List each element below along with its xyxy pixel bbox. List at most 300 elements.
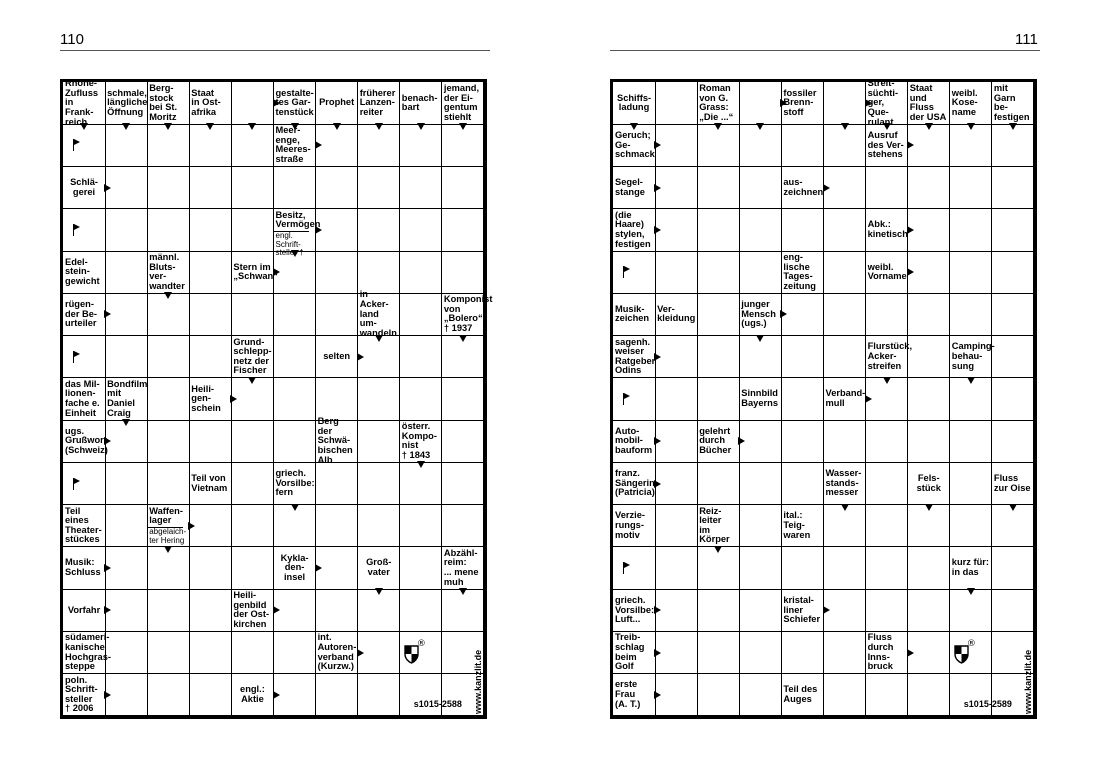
clue-cell: [63, 505, 105, 547]
answer-cell[interactable]: [400, 505, 443, 548]
clue-text: Staat in Ost- afrika: [191, 87, 221, 117]
answer-cell[interactable]: [697, 209, 740, 252]
answer-cell[interactable]: [992, 167, 1035, 210]
answer-cell[interactable]: [950, 462, 993, 505]
answer-cell[interactable]: [105, 336, 148, 379]
down-arrow-icon: [375, 588, 383, 595]
clue-text: Fels- stück: [916, 472, 941, 493]
answer-cell[interactable]: [105, 167, 148, 210]
down-arrow-icon: [375, 335, 383, 342]
answer-cell[interactable]: [866, 167, 909, 210]
clue-cell: [781, 251, 823, 293]
answer-cell[interactable]: [824, 547, 867, 590]
answer-cell[interactable]: [231, 420, 274, 463]
clue-text: Kykla- den- insel: [280, 552, 309, 582]
answer-cell[interactable]: [950, 293, 993, 336]
answer-cell[interactable]: [866, 378, 909, 421]
answer-cell[interactable]: [866, 462, 909, 505]
answer-cell[interactable]: [697, 462, 740, 505]
clue-text: Fluss durch Inns- bruck: [867, 632, 894, 672]
answer-cell[interactable]: [231, 462, 274, 505]
answer-cell[interactable]: [105, 209, 148, 252]
answer-cell[interactable]: [697, 547, 740, 590]
clue-cell: [697, 505, 739, 547]
answer-cell[interactable]: [697, 251, 740, 294]
answer-cell[interactable]: [442, 124, 485, 167]
clue-cell: [442, 293, 493, 335]
answer-cell[interactable]: [316, 251, 359, 294]
answer-cell[interactable]: [739, 674, 782, 717]
answer-cell[interactable]: [274, 589, 317, 632]
right-arrow-icon: [907, 226, 914, 234]
answer-cell[interactable]: [147, 293, 190, 336]
clue-text: ital.: Teig- waren: [783, 510, 811, 540]
answer-cell[interactable]: [274, 674, 317, 717]
clue-cell: [316, 631, 358, 673]
answer-cell[interactable]: [316, 378, 359, 421]
answer-cell[interactable]: [189, 209, 232, 252]
answer-cell[interactable]: [147, 462, 190, 505]
down-arrow-icon: [883, 123, 891, 130]
answer-cell[interactable]: [358, 420, 401, 463]
answer-cell[interactable]: [697, 336, 740, 379]
answer-cell[interactable]: [908, 674, 951, 717]
answer-cell[interactable]: [950, 251, 993, 294]
answer-cell[interactable]: [781, 631, 824, 674]
down-arrow-icon: [291, 250, 299, 257]
answer-cell[interactable]: [655, 124, 698, 167]
answer-cell[interactable]: [992, 378, 1035, 421]
clue-cell: [781, 167, 823, 209]
clue-cell: [231, 674, 273, 716]
answer-cell[interactable]: [316, 589, 359, 632]
answer-cell[interactable]: [908, 167, 951, 210]
clue-text: Sinnbild Bayerns: [741, 388, 778, 408]
answer-cell[interactable]: [824, 167, 867, 210]
answer-cell[interactable]: [274, 420, 317, 463]
answer-cell[interactable]: [189, 124, 232, 167]
answer-cell[interactable]: [442, 209, 485, 252]
answer-cell[interactable]: [358, 336, 401, 379]
answer-cell[interactable]: [950, 505, 993, 548]
clue-text: griech. Vorsilbe: fern: [275, 468, 315, 498]
clue-text: Teil eines Theater- stückes: [65, 505, 102, 545]
answer-cell[interactable]: [781, 547, 824, 590]
clue-cell: [63, 589, 105, 631]
clue-cell: [63, 78, 105, 127]
down-arrow-icon: [164, 546, 172, 553]
answer-cell[interactable]: [697, 378, 740, 421]
right-arrow-icon: [654, 606, 661, 614]
answer-cell[interactable]: [231, 209, 274, 252]
answer-cell[interactable]: [442, 505, 485, 548]
answer-cell[interactable]: [697, 589, 740, 632]
answer-cell[interactable]: [655, 589, 698, 632]
answer-cell[interactable]: [824, 209, 867, 252]
answer-cell[interactable]: [189, 167, 232, 210]
answer-cell[interactable]: [316, 209, 359, 252]
answer-cell[interactable]: [781, 209, 824, 252]
answer-cell[interactable]: [739, 336, 782, 379]
clue-cell: [63, 674, 105, 716]
clue-text: Flurstück, Acker- streifen: [867, 341, 913, 371]
clue-text: Teil von Vietnam: [191, 472, 228, 493]
answer-cell[interactable]: [400, 167, 443, 210]
answer-cell[interactable]: [442, 462, 485, 505]
answer-cell[interactable]: [824, 631, 867, 674]
answer-cell[interactable]: [316, 167, 359, 210]
answer-cell[interactable]: [358, 462, 401, 505]
answer-cell[interactable]: [358, 505, 401, 548]
answer-cell[interactable]: [697, 293, 740, 336]
answer-cell[interactable]: [358, 378, 401, 421]
answer-cell[interactable]: [655, 631, 698, 674]
clue-cell: [231, 82, 273, 124]
answer-cell[interactable]: [950, 420, 993, 463]
right-arrow-icon: [907, 141, 914, 149]
answer-cell[interactable]: [274, 293, 317, 336]
answer-cell[interactable]: [866, 505, 909, 548]
clue-text: österr. Kompo- nist † 1843: [401, 421, 437, 460]
answer-cell[interactable]: [824, 293, 867, 336]
answer-cell[interactable]: [992, 209, 1035, 252]
answer-cell[interactable]: [739, 589, 782, 632]
answer-cell[interactable]: [442, 336, 485, 379]
answer-cell[interactable]: [992, 336, 1035, 379]
answer-cell[interactable]: [400, 462, 443, 505]
down-arrow-icon: [756, 123, 764, 130]
clue-cell: [613, 420, 655, 462]
answer-cell[interactable]: [992, 251, 1035, 294]
answer-cell[interactable]: [316, 547, 359, 590]
answer-cell[interactable]: [400, 336, 443, 379]
answer-cell[interactable]: [655, 462, 698, 505]
answer-cell[interactable]: [274, 167, 317, 210]
answer-cell[interactable]: [655, 505, 698, 548]
right-arrow-icon: [738, 437, 745, 445]
answer-cell[interactable]: [739, 420, 782, 463]
answer-cell[interactable]: [908, 251, 951, 294]
clue-text: Waffen- lager: [149, 505, 183, 526]
answer-cell[interactable]: [316, 505, 359, 548]
answer-cell[interactable]: [655, 674, 698, 717]
clue-cell: [189, 82, 231, 124]
answer-cell[interactable]: [950, 167, 993, 210]
clue-cell: [824, 82, 866, 124]
answer-cell[interactable]: [400, 209, 443, 252]
answer-cell[interactable]: [105, 589, 148, 632]
answer-cell[interactable]: [950, 378, 993, 421]
answer-cell[interactable]: [147, 167, 190, 210]
answer-cell[interactable]: [316, 124, 359, 167]
corner-arrow-icon: [73, 351, 81, 363]
answer-cell[interactable]: [358, 674, 401, 717]
answer-cell[interactable]: [358, 167, 401, 210]
clue-text: das Mil- lionen- fache e. Einheit: [65, 378, 100, 418]
answer-cell[interactable]: [992, 547, 1035, 590]
clue-text: Abzähl- reim: ... mene muh: [443, 547, 479, 587]
answer-cell[interactable]: [655, 82, 698, 125]
clue-cell: [358, 289, 400, 338]
answer-cell[interactable]: [950, 674, 993, 717]
clue-cell: [63, 462, 105, 504]
answer-cell[interactable]: [824, 124, 867, 167]
answer-cell[interactable]: [400, 251, 443, 294]
answer-cell[interactable]: [231, 547, 274, 590]
answer-cell[interactable]: [400, 124, 443, 167]
answer-cell[interactable]: [908, 505, 951, 548]
answer-cell[interactable]: [189, 589, 232, 632]
clue-cell: [950, 547, 992, 589]
clue-text: männl. Bluts- ver- wandter: [149, 252, 185, 291]
clue-text: benach- bart: [401, 92, 438, 113]
answer-cell[interactable]: [781, 293, 824, 336]
answer-cell[interactable]: [655, 209, 698, 252]
right-arrow-icon: [654, 226, 661, 234]
clue-text: jemand, der Ei- gentum stiehlt: [443, 82, 480, 122]
clue-cell: [739, 293, 781, 335]
right-arrow-icon: [654, 649, 661, 657]
corner-arrow-icon: [73, 478, 81, 490]
answer-cell[interactable]: [189, 420, 232, 463]
answer-cell[interactable]: [908, 378, 951, 421]
answer-cell[interactable]: [992, 505, 1035, 548]
answer-cell[interactable]: [358, 251, 401, 294]
answer-cell[interactable]: [400, 547, 443, 590]
answer-cell[interactable]: [231, 167, 274, 210]
answer-cell[interactable]: [147, 631, 190, 674]
answer-cell[interactable]: [781, 124, 824, 167]
answer-cell[interactable]: [655, 336, 698, 379]
answer-cell[interactable]: [442, 167, 485, 210]
answer-cell[interactable]: [781, 420, 824, 463]
answer-cell[interactable]: [908, 124, 951, 167]
answer-cell[interactable]: [908, 547, 951, 590]
answer-cell[interactable]: [824, 251, 867, 294]
answer-cell[interactable]: [442, 378, 485, 421]
clue-text: Teil des Auges: [783, 684, 818, 704]
answer-cell[interactable]: [274, 378, 317, 421]
answer-cell[interactable]: [358, 631, 401, 674]
answer-cell[interactable]: [908, 209, 951, 252]
clue-cell: [697, 82, 739, 124]
clue-cell: [316, 82, 358, 124]
answer-cell[interactable]: [105, 631, 148, 674]
clue-cell: [231, 336, 273, 378]
right-arrow-icon: [907, 268, 914, 276]
right-arrow-icon: [823, 184, 830, 192]
answer-cell[interactable]: [358, 124, 401, 167]
answer-cell[interactable]: [950, 124, 993, 167]
clue-text: junger Mensch (ugs.): [741, 299, 776, 329]
answer-cell[interactable]: [400, 674, 443, 717]
clue-text: Vorfahr: [67, 604, 101, 615]
answer-cell[interactable]: [231, 378, 274, 421]
right-arrow-icon: [273, 268, 280, 276]
puzzle-code: s1015-2588: [413, 698, 462, 709]
answer-cell[interactable]: [147, 336, 190, 379]
answer-cell[interactable]: [781, 462, 824, 505]
answer-cell[interactable]: [739, 462, 782, 505]
answer-cell[interactable]: [442, 420, 485, 463]
answer-cell[interactable]: [655, 378, 698, 421]
clue-cell: [950, 82, 992, 124]
answer-cell[interactable]: [866, 293, 909, 336]
clue-cell: [950, 336, 995, 378]
answer-cell[interactable]: [824, 336, 867, 379]
answer-cell[interactable]: [231, 631, 274, 674]
answer-cell[interactable]: [992, 293, 1035, 336]
down-arrow-icon: [925, 504, 933, 511]
clue-cell: [613, 124, 655, 166]
clue-text: franz. Sängerin (Patricia): [615, 468, 655, 498]
answer-cell[interactable]: [105, 124, 148, 167]
answer-cell[interactable]: [274, 631, 317, 674]
answer-cell[interactable]: [358, 209, 401, 252]
answer-cell[interactable]: [739, 167, 782, 210]
answer-cell[interactable]: [908, 336, 951, 379]
answer-cell[interactable]: [739, 631, 782, 674]
clue-separator: [147, 527, 183, 528]
answer-cell[interactable]: [147, 547, 190, 590]
answer-cell[interactable]: [950, 209, 993, 252]
clue-cell: [866, 631, 908, 673]
clue-text: Edel- stein- gewicht: [65, 256, 100, 286]
clue-cell: [613, 589, 655, 631]
answer-cell[interactable]: [400, 378, 443, 421]
answer-cell[interactable]: [274, 505, 317, 548]
answer-cell[interactable]: [866, 674, 909, 717]
answer-cell[interactable]: [824, 505, 867, 548]
answer-cell[interactable]: [400, 589, 443, 632]
clue-text: Groß- vater: [366, 557, 392, 578]
answer-cell[interactable]: [655, 167, 698, 210]
answer-cell[interactable]: [739, 547, 782, 590]
answer-cell[interactable]: [231, 124, 274, 167]
down-arrow-icon: [375, 123, 383, 130]
answer-cell[interactable]: [908, 631, 951, 674]
answer-cell[interactable]: [824, 420, 867, 463]
answer-cell[interactable]: [824, 589, 867, 632]
answer-cell[interactable]: [655, 547, 698, 590]
clue-text: Schiffs- ladung: [617, 92, 652, 113]
answer-cell[interactable]: [908, 589, 951, 632]
answer-cell[interactable]: [697, 631, 740, 674]
clue-cell: [739, 378, 781, 420]
clue-cell: [697, 420, 739, 462]
answer-cell[interactable]: [739, 124, 782, 167]
down-arrow-icon: [630, 123, 638, 130]
answer-cell[interactable]: [189, 251, 232, 294]
down-arrow-icon: [459, 335, 467, 342]
answer-cell[interactable]: [316, 674, 359, 717]
answer-cell[interactable]: [992, 124, 1035, 167]
answer-cell[interactable]: [992, 420, 1035, 463]
clue-cell: [866, 336, 913, 378]
clue-text: rügen- der Be- urteiler: [65, 299, 98, 329]
clue-cell: [781, 674, 823, 716]
answer-cell[interactable]: [739, 209, 782, 252]
clue-cell: [105, 82, 147, 124]
answer-cell[interactable]: [950, 589, 993, 632]
answer-cell[interactable]: [147, 124, 190, 167]
clue-cell: [400, 420, 442, 462]
answer-cell[interactable]: [189, 336, 232, 379]
answer-cell[interactable]: [105, 505, 148, 548]
answer-cell[interactable]: [697, 167, 740, 210]
answer-cell[interactable]: [147, 589, 190, 632]
answer-cell[interactable]: [147, 378, 190, 421]
answer-cell[interactable]: [189, 674, 232, 717]
answer-cell[interactable]: [655, 251, 698, 294]
answer-cell[interactable]: [231, 505, 274, 548]
answer-cell[interactable]: [147, 420, 190, 463]
clue-cell: [358, 547, 400, 589]
answer-cell[interactable]: [908, 293, 951, 336]
answer-cell[interactable]: [697, 674, 740, 717]
answer-cell[interactable]: [189, 547, 232, 590]
right-arrow-icon: [823, 606, 830, 614]
clue-cell: [908, 462, 950, 504]
answer-cell[interactable]: [400, 293, 443, 336]
right-arrow-icon: [273, 99, 280, 107]
answer-cell[interactable]: [189, 505, 232, 548]
answer-cell[interactable]: [739, 251, 782, 294]
answer-cell[interactable]: [824, 674, 867, 717]
answer-cell[interactable]: [358, 589, 401, 632]
clue-text: Bondfilm mit Daniel Craig: [107, 378, 148, 418]
clue-cell: [781, 589, 823, 631]
clue-cell: [866, 124, 908, 166]
answer-cell[interactable]: [105, 462, 148, 505]
clue-text: Grund- schlepp- netz der Fischer: [233, 336, 272, 376]
answer-cell[interactable]: [442, 251, 485, 294]
answer-cell[interactable]: [147, 674, 190, 717]
down-arrow-icon: [80, 123, 88, 130]
answer-cell[interactable]: [442, 589, 485, 632]
answer-cell[interactable]: [992, 589, 1035, 632]
answer-cell[interactable]: [908, 420, 951, 463]
answer-cell[interactable]: [866, 420, 909, 463]
answer-cell[interactable]: [105, 293, 148, 336]
answer-cell[interactable]: [105, 251, 148, 294]
answer-cell[interactable]: [655, 420, 698, 463]
clue-text: Treib- schlag beim Golf: [615, 632, 645, 672]
answer-cell[interactable]: [274, 336, 317, 379]
answer-cell[interactable]: [231, 293, 274, 336]
answer-cell[interactable]: [866, 589, 909, 632]
answer-cell[interactable]: [147, 209, 190, 252]
clue-text-secondary: engl. Schrift- steller †: [275, 231, 304, 258]
clue-cell: [866, 209, 908, 251]
answer-cell[interactable]: [189, 631, 232, 674]
clue-text: Meer- enge, Meeres- straße: [275, 125, 311, 164]
answer-cell[interactable]: [697, 124, 740, 167]
down-arrow-icon: [714, 123, 722, 130]
answer-cell[interactable]: [781, 336, 824, 379]
answer-cell[interactable]: [781, 378, 824, 421]
answer-cell[interactable]: [739, 505, 782, 548]
answer-cell[interactable]: [316, 293, 359, 336]
answer-cell[interactable]: [189, 293, 232, 336]
answer-cell[interactable]: [105, 420, 148, 463]
answer-cell[interactable]: [316, 462, 359, 505]
clue-cell: [231, 251, 278, 293]
answer-cell[interactable]: [105, 674, 148, 717]
crossword-grid-left: [60, 78, 493, 719]
answer-cell[interactable]: [105, 547, 148, 590]
answer-cell[interactable]: [866, 547, 909, 590]
